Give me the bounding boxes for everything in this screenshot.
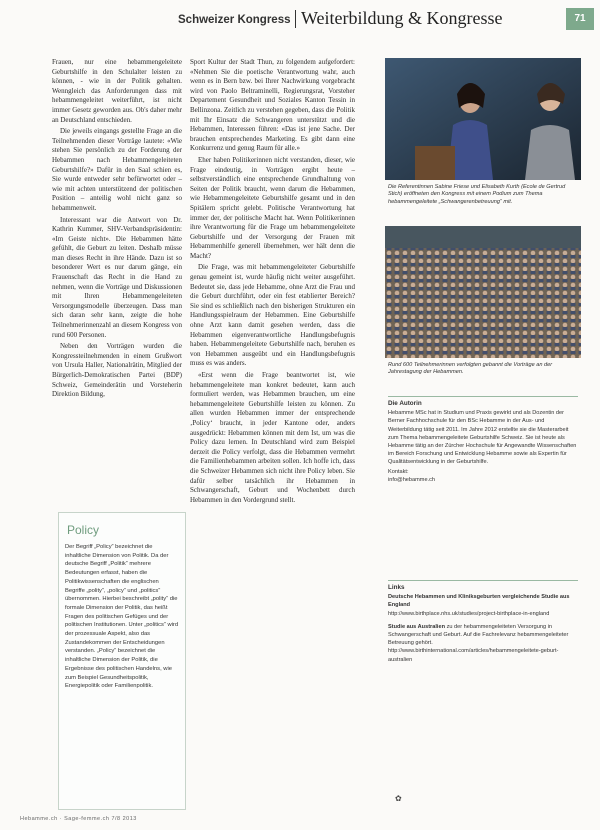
audience-photo [385, 226, 581, 358]
links-box [388, 584, 578, 664]
divider [388, 396, 578, 397]
link1-title: Deutsche Hebammen und Kliniksgeburten vergleichende Studie aus England [388, 594, 570, 609]
page-footer: Hebamme.ch · Sage-femme.ch 7/8 2013 [20, 816, 137, 822]
article-paragraph: Interessant war die Antwort von Dr. Kathrin Kummer, SHV-Verbandspräsidentin: «Im Geiste nicht». Die Hebammen hätte gefühlt, die Geburt zu leiten. Deshalb müsse man dieses Recht in ihre Hände. Dazu ist so besonderer Wert es nur darum gänge, ein Frauenschaft das Recht in die Hand zu nehmen, wenn die Vorträge und Diskussionen mit Ihren Hebammengeleiteten Versorgungsmodelle überzeugen. Dass man sich daran sehr kann, zeigte die hohe Teilnehmerinnenzahl an diesem Kongress von rund 600 Personen. [52, 215, 182, 339]
author-heading: Die Autorin [388, 400, 422, 407]
header-separator [295, 10, 296, 28]
photo2-caption: Rund 600 Teilnehmerinnen verfolgten gebannt die Vorträge an der Jahrestagung der Hebammen. [388, 362, 553, 376]
article-paragraph: «Erst wenn die Frage beantwortet ist, wie hebammengeleitete man konkret bedeutet, kann auch formuliert werden, was Hebammen brauchen, um eine hebammengeleitete Geburtshilfe leisten zu können. Zu allen wurden Hebammen immer der entsprechende ‚Policy‘ braucht, in jeder Kantone oder, anders ausgedrückt: Hebammen können mit dem Ist, um was die Policy dazu lernen. In Deutschland wird zum Beispiel derzeit die Policy verfolgt, dass die Hebammen vermehrt die Familienhebammen arbeiten sollen. Ich hoffe ich, dass die Schweizer Hebammen sich nicht ihre Policy leben. Sie dafür selber tatsächlich ihr Hebammen in Schwangerschaft, Geburt und Wochenbett durch Hebammen in den Vordergrund stellt. [190, 371, 355, 504]
link1-url[interactable]: http://www.birthplace.nhs.uk/studies/project-birthplace-in-england [388, 610, 550, 617]
author-box [388, 400, 578, 484]
header-section-title: Weiterbildung & Kongresse [301, 8, 503, 28]
policy-heading: Policy [67, 523, 100, 537]
page-number: 71 [566, 8, 594, 30]
links-heading: Links [388, 584, 405, 591]
photo1-caption: Die Referentinnen Sabine Friese und Elisabeth Kurth (Ecole de Gertrud Stich) eröffneten den Kongress mit einem Podium zum Thema hebammengeleitete „Schwangerenbetreuung“ mit. [388, 184, 566, 205]
end-mark-icon: ✿ [395, 794, 402, 803]
link2-title: Studie aus Australien [388, 623, 445, 630]
article-paragraph: Frauen, nur eine hebammengeleitete Geburtshilfe in den Schulalter leisten zu können, - wie in der Politik gehalten. Wenngleich das Anforderungen dass mit hebammengeleitet weiterführt, ist nicht immer Gesetz geworden aus. Ob's daher mehr an Deutschland entschieden. [52, 58, 182, 124]
author-contact-label: Kontakt: [388, 468, 409, 475]
page-header [178, 8, 600, 30]
article-paragraph: Die jeweils eingangs gestellte Frage an die Teilnehmenden dieser Vorträge lautete: «Wie stehen Sie persönlich zu der Forderung der Hebammen nach Hebammengeleiteten Geburtshilfe?» Dafür in den Saal schien es, Sie wurde entweder sehr befürwortet oder – wie mit achten unterstützend der politischen Position – anteilig wohl nicht ganz so hebammenweit. [52, 127, 182, 212]
link2-url[interactable]: http://www.birthinternational.com/articles/hebammengeleitete-geburt-australien [388, 648, 559, 663]
policy-text: Der Begriff „Policy“ bezeichnet die inhaltliche Dimension von Politik. Da der deutsche Begriff „Politik“ mehrere Bedeutungen erfasst, haben die Politikwissenschaften die englischen Begriffe „polity“, „policy“ und „politics“ übernommen. Hierbei beschreibt „polity“ die formale Dimension der Politik, das heißt Fragen des politischen Gefüges und der politischen Institutionen. Unter „politics“ wird der prozessuale Aspekt, also das Zustandekommen der Entscheidungen verstanden. „Policy“ bezeichnet die inhaltliche Dimension der Politik, die Ergebnisse des politischen Handelns, wie zum Beispiel Gesundheitspolitik, Energiepolitik oder Familienpolitik. [65, 544, 179, 690]
article-paragraph: Sport Kultur der Stadt Thun, zu folgendem aufgefordert: «Nehmen Sie die poetische Verantwortung wahr, auch wenn es in Bern bzw. bei Ihrer Nachwirkung vorgebracht wird von Paolo Beltraminelli, Regierungsrat, Vorsteher Departement Gesundheit und Soziales Kanton Tessin in Bellinzona. Zeitlich zu verstehen gegeben, dass die Politik mit Ihr Einsatz die Schwangeren unterstützt und die Hebammen, Interessen führen: «Das ist jene Sache. Der brauchen entsprechendes Marketing. Es gibt dann eine Konkurrenz und genug Raum für alle.» [190, 58, 355, 153]
author-email[interactable]: info@hebamme.ch [388, 476, 436, 483]
link2-text: zu der hebammengeleiteten Versorgung in Schwangerschaft und Geburt. Auf die Fachrelevanz hebammengeleiteter Betreuung gehört. [388, 623, 569, 647]
divider [388, 580, 578, 581]
header-kongress: Schweizer Kongress [178, 14, 291, 26]
article-paragraph: Eher haben Politikerinnen nicht verstanden, dieser, wie Frage eindeutig, in Vorträgen ergibt heute – selbstverständlich eine entsprechende Grundhaltung von Seiten der Politik braucht, wenn darum die Hebammen, wie Hebammengeleitete Geburtshilfe gesamt und in den Spitälern spricht gelebt. Politische Verantwortung hat immer der, der politische Macht hat. Wenn Politikerinnen ihre Verantwortung für die Frage um hebammengeleitete Geburtshilfe und der Versorgung der Frauen mit Hebammenhilfe generell übernehmen, wer hält denn die Macht? [190, 155, 355, 260]
article-column-2 [190, 58, 355, 507]
speakers-photo [385, 58, 581, 180]
article-column-1 [52, 58, 182, 402]
article-paragraph: Die Frage, was mit hebammengeleiteter Geburtshilfe genau gemeint ist, wurde häufig nicht weiter ausgeführt. Bedeutet sie, dass jede Hebamme, ohne Arzt die Frau und die Geburt durchführt, oder ein fest etablierter Bereich? Sie sind es schließlich nach den bisherigen Strukturen ein Handlungsspielraum der Hebammen. Eine Geburtshilfe ohne Arzt kann damit gesehen werden, dass die Hebammen eigenverantwortliche Handlungsbefugnis haben. Hebammengeleitete Geburtshilfe nach, beruhen es von Hebammen ausgeübt und ein Handlungsbefugnis muss es was anders. [190, 263, 355, 368]
policy-box [58, 512, 186, 810]
article-paragraph: Neben den Vorträgen wurden die Kongressteilnehmenden in einem Grußwort von Ursula Haller, Nationalrätin, Mitglied der Bürgerlich-Demokratischen Partei (BDP) Schweiz, Gemeinderätin und Vorsteherin Direktion Bildung, [52, 342, 182, 399]
author-text: Hebamme MSc hat in Studium und Praxis gewirkt und als Dozentin der Berner Fachhochschule für den BSc Hebamme in der Aus- und Weiterbildung tätig seit 2011. Im Jahre 2012 erstellte sie die Masterarbeit zum Thema hebammengeleitete Geburtshilfe Schweiz. Sie ist heute als Hebamme tätig an der Zürcher Hochschule für Angewandte Wissenschaften im Bereich Forschung und Entwicklung Hebamme sowie als Expertin für Qualitätsentwicklung in der Geburtshilfe. [388, 410, 577, 466]
